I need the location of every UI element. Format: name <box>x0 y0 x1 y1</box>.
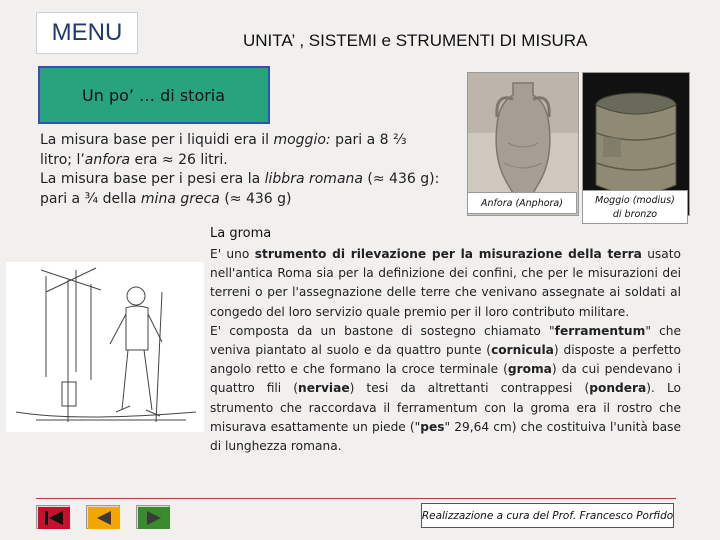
groma-illustration <box>6 262 204 432</box>
groma-description <box>210 245 681 456</box>
next-page-icon <box>137 506 171 530</box>
groma-text-span: usato nell'antica Roma sia per la definizione dei confini, che per le misurazioni dei terreni o per l'assegnazione delle terre che venivano assegnate ai soldati al congedo del loro servizio quale premio per il loro contributo militare. <box>210 247 681 319</box>
intro-text-span: (≈ 436 g): <box>362 171 440 187</box>
groma-term-strumento: strumento di rilevazione per la misurazione della terra <box>254 247 642 261</box>
groma-text-span: " che veniva piantato al suolo e da quattro punte ( <box>210 323 681 358</box>
section-title-box <box>38 66 270 124</box>
intro-text-span: pari a 8 ⅔ <box>330 132 407 148</box>
groma-drawing <box>6 262 204 432</box>
modius-caption <box>582 190 688 224</box>
groma-text-span: E' composta da un bastone di sostegno chiamato " <box>210 323 555 338</box>
groma-text-span: ). Lo strumento che raccordava il ferramentum con la groma era il rostro che misurava esattamente un piede (" <box>210 381 681 434</box>
intro-text-span: La misura base per i liquidi era il <box>40 132 274 148</box>
first-page-icon <box>37 506 71 530</box>
groma-term-cornicula: cornicula <box>491 343 554 358</box>
intro-term-moggio: moggio: <box>273 132 331 148</box>
modius-caption-line-2: di bronzo <box>612 209 658 220</box>
credit-box <box>421 503 674 528</box>
first-page-button[interactable] <box>36 505 70 529</box>
section-title: Un po’ … di storia <box>82 85 226 105</box>
previous-page-button[interactable] <box>86 505 120 529</box>
amphora-caption: Anfora (Anphora) <box>467 192 577 214</box>
intro-text-span: era ≈ 26 litri. <box>130 151 228 168</box>
intro-line-2 <box>40 151 450 171</box>
intro-term-anfora: anfora <box>84 151 131 168</box>
intro-term-mina: mina greca <box>140 190 220 207</box>
intro-text-span: (≈ 436 g) <box>219 190 292 207</box>
groma-text-span: E' uno <box>210 247 255 261</box>
intro-line-3 <box>40 170 450 190</box>
groma-term-pes: pes <box>420 419 445 434</box>
page-title: UNITA’ , SISTEMI e STRUMENTI DI MISURA <box>243 31 588 50</box>
groma-text-span: ) tesi da altrettanti contrappesi ( <box>349 381 590 396</box>
credit-text: Realizzazione a cura del Prof. Francesco Porfido <box>421 509 674 522</box>
intro-text-span: litro; l’ <box>40 151 85 168</box>
intro-text-span: La misura base per i pesi era la <box>40 171 265 187</box>
groma-term-groma: groma <box>507 362 552 377</box>
previous-page-icon <box>87 506 121 530</box>
menu-button[interactable]: MENU <box>36 12 138 54</box>
groma-text-span: " 29,64 cm) che costituiva l'unità base di lunghezza romana. <box>210 419 681 454</box>
intro-line-4 <box>40 190 450 210</box>
modius-caption-line-1: Moggio (modius) <box>595 195 675 206</box>
groma-heading: La groma <box>210 226 272 241</box>
groma-term-ferramentum: ferramentum <box>554 323 646 338</box>
groma-term-pondera: pondera <box>589 381 647 396</box>
intro-text-span: pari a ¾ della <box>40 190 141 207</box>
groma-text-span: ) disposte a perfetto angolo retto e che formano la croce terminale ( <box>210 343 682 377</box>
intro-line-1 <box>40 131 450 151</box>
next-page-button[interactable] <box>136 505 170 529</box>
groma-text-span: ) da cui pendevano i quattro fili ( <box>210 362 681 396</box>
intro-text <box>40 131 450 209</box>
groma-term-nerviae: nerviae <box>298 381 350 396</box>
footer-divider <box>36 498 676 499</box>
intro-term-libbra: libbra romana <box>264 171 363 187</box>
